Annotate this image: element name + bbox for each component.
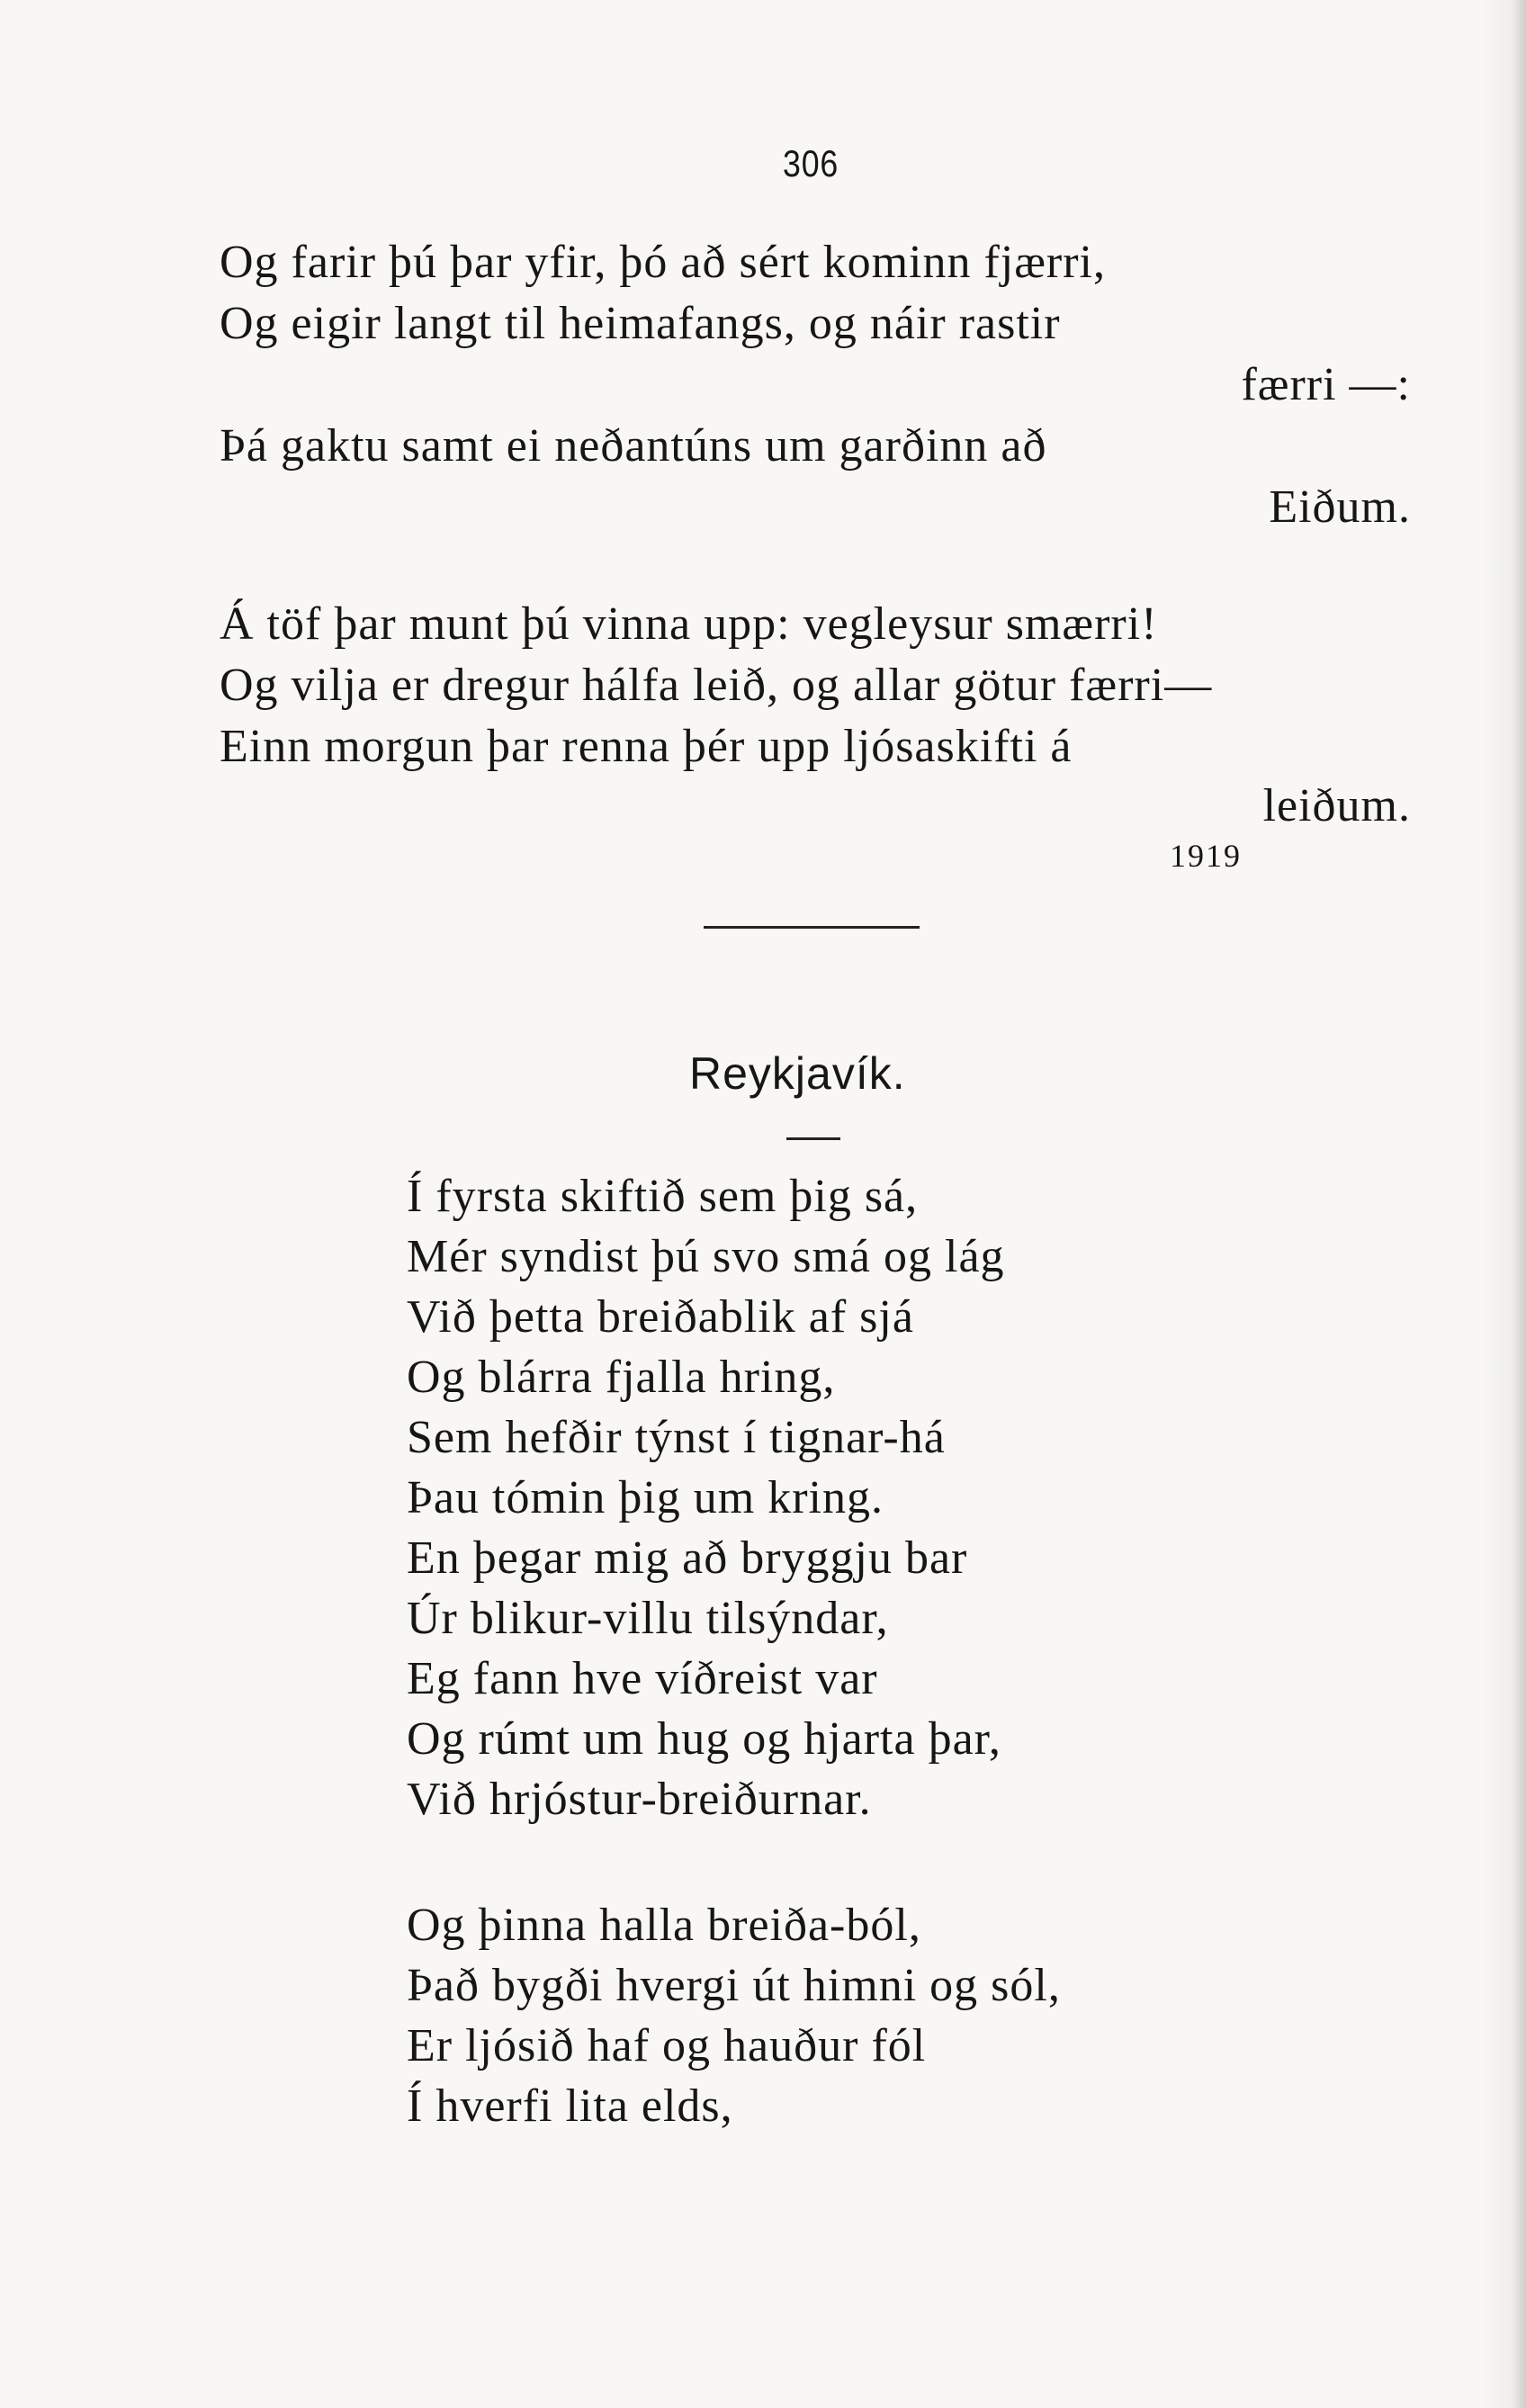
poem-line: Og rúmt um hug og hjarta þar, bbox=[407, 1713, 1001, 1765]
poem-year: 1919 bbox=[1170, 838, 1242, 874]
title-rule bbox=[786, 1137, 840, 1140]
poem-line: Mér syndist þú svo smá og lág bbox=[407, 1231, 1005, 1282]
poem-line: Er ljósið haf og hauður fól bbox=[407, 2020, 927, 2071]
poem-line: Og farir þú þar yfir, þó að sért kominn fjærri, bbox=[220, 237, 1107, 288]
poem-line: Við þetta breiðablik af sjá bbox=[407, 1291, 914, 1343]
poem-line: Þá gaktu samt ei neðantúns um garðinn að bbox=[220, 420, 1047, 472]
section-divider bbox=[704, 926, 920, 929]
poem-line: Sem hefðir týnst í tignar-há bbox=[407, 1412, 946, 1463]
poem-line: Í fyrsta skiftið sem þig sá, bbox=[407, 1171, 919, 1222]
poem-line: Við hrjóstur-breiðurnar. bbox=[407, 1774, 872, 1825]
poem-line: Það bygði hvergi út himni og sól, bbox=[407, 1960, 1061, 2011]
poem-line: Og þinna halla breiða-ból, bbox=[407, 1900, 921, 1951]
poem-title: Reykjavík. bbox=[689, 1048, 906, 1099]
poem-line: Í hverfi lita elds, bbox=[407, 2080, 733, 2132]
poem-line: Eg fann hve víðreist var bbox=[407, 1653, 878, 1704]
poem-line: En þegar mig að bryggju bar bbox=[407, 1532, 968, 1584]
poem-line: leiðum. bbox=[1262, 780, 1411, 831]
poem-line: Á töf þar munt þú vinna upp: vegleysur smærri! bbox=[220, 598, 1158, 650]
poem-line: Þau tómin þig um kring. bbox=[407, 1472, 884, 1523]
page-edge-shadow bbox=[1512, 0, 1526, 2408]
poem-line: Og eigir langt til heimafangs, og náir rastir bbox=[220, 298, 1061, 349]
poem-line: Eiðum. bbox=[1269, 481, 1411, 533]
poem-line: Og blárra fjalla hring, bbox=[407, 1352, 836, 1403]
poem-line: færri —: bbox=[1241, 359, 1411, 410]
poem-line: Úr blikur-villu tilsýndar, bbox=[407, 1593, 889, 1644]
poem-line: Og vilja er dregur hálfa leið, og allar götur færri— bbox=[220, 660, 1213, 711]
page-number: 306 bbox=[783, 142, 839, 184]
poem-line: Einn morgun þar renna þér upp ljósaskifti á bbox=[220, 721, 1073, 772]
